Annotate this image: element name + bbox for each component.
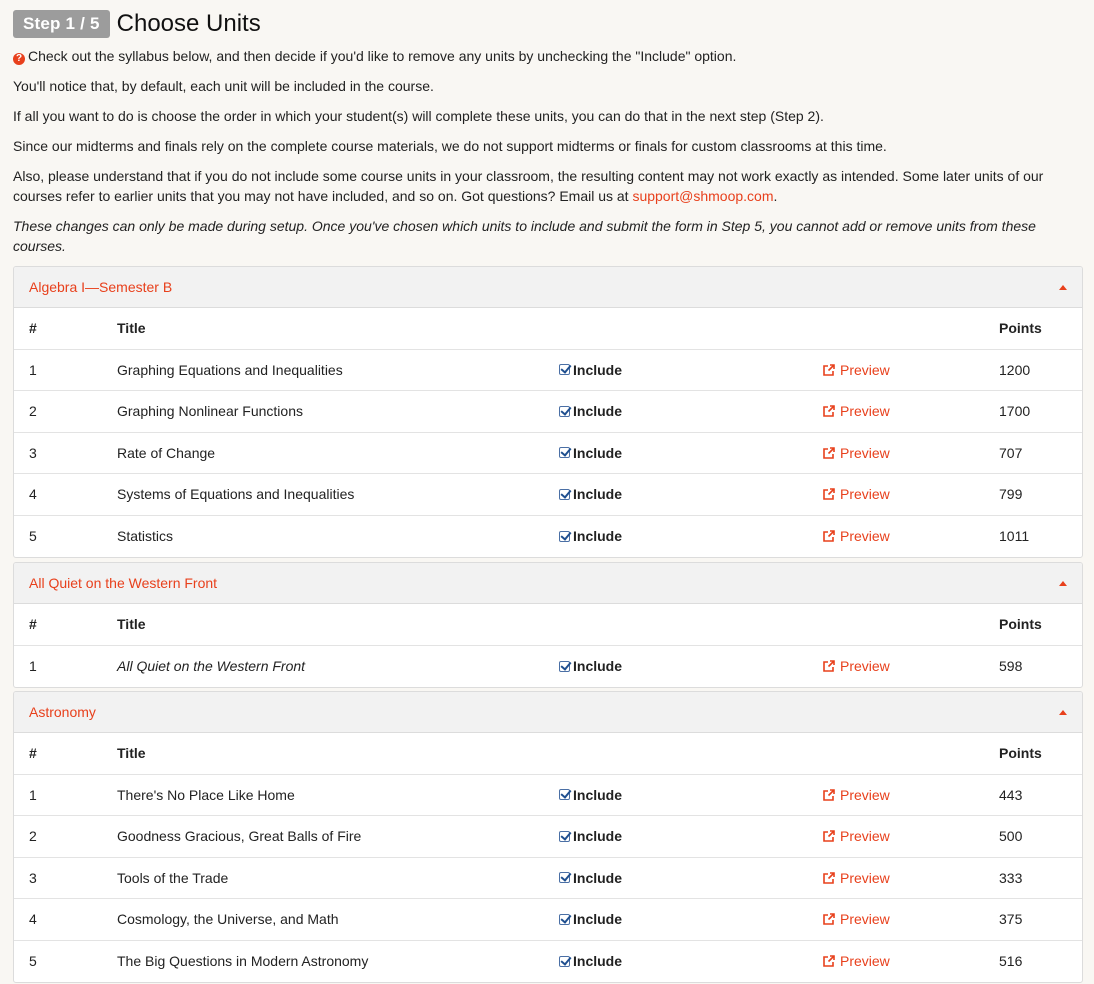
checkbox-checked-icon[interactable] <box>559 406 570 417</box>
column-header-title: Title <box>117 320 146 337</box>
checkbox-checked-icon[interactable] <box>559 789 570 800</box>
table-header-row <box>14 308 1082 350</box>
course-panel-heading[interactable] <box>14 692 1082 733</box>
unit-title: All Quiet on the Western Front <box>117 658 306 675</box>
include-label[interactable]: Include <box>573 403 623 420</box>
table-header-row <box>14 733 1082 775</box>
include-checkbox[interactable] <box>559 486 622 502</box>
setup-notice: These changes can only be made during setup. Once you've chosen which units to include and submit the form in Step 5, you cannot add or remove units from these courses. <box>13 218 1036 254</box>
column-header-points: Points <box>999 745 1042 762</box>
unit-list <box>14 646 1082 688</box>
preview-link[interactable] <box>822 486 890 502</box>
table-header-row <box>14 604 1082 646</box>
preview-label[interactable]: Preview <box>840 444 890 461</box>
intro-text-1: Check out the syllabus below, and then decide if you'd like to remove any units by unchecking the "Include" option. <box>28 48 737 64</box>
include-label[interactable]: Include <box>573 486 623 503</box>
unit-row <box>14 899 1082 941</box>
preview-label[interactable]: Preview <box>840 403 890 420</box>
include-label[interactable]: Include <box>573 444 623 461</box>
unit-row <box>14 391 1082 433</box>
intro-paragraph-3: If all you want to do is choose the order in which your student(s) will complete these units, you can do that in the next step (Step 2). <box>13 108 824 124</box>
step-badge: Step 1 / 5 <box>13 10 110 38</box>
preview-link[interactable] <box>822 403 890 419</box>
include-checkbox[interactable] <box>559 403 622 419</box>
caret-up-icon[interactable] <box>1059 581 1067 586</box>
external-link-icon[interactable] <box>822 912 836 926</box>
preview-label[interactable]: Preview <box>840 658 890 675</box>
external-link-icon[interactable] <box>822 871 836 885</box>
preview-link[interactable] <box>822 362 890 378</box>
external-link-icon[interactable] <box>822 954 836 968</box>
checkbox-checked-icon[interactable] <box>559 531 570 542</box>
caret-up-icon[interactable] <box>1059 285 1067 290</box>
course-panel-heading[interactable] <box>14 267 1082 308</box>
course-title[interactable]: Astronomy <box>29 704 96 720</box>
intro-paragraph-1 <box>13 46 736 66</box>
include-checkbox[interactable] <box>559 953 622 969</box>
include-label[interactable]: Include <box>573 869 623 886</box>
unit-points: 443 <box>999 786 1023 803</box>
unit-title: Goodness Gracious, Great Balls of Fire <box>117 828 362 845</box>
include-checkbox[interactable] <box>559 445 622 461</box>
intro-paragraph-4: Since our midterms and finals rely on the complete course materials, we do not support midterms or finals for custom classrooms at this time. <box>13 138 887 154</box>
include-label[interactable]: Include <box>573 658 623 675</box>
unit-number: 3 <box>29 444 37 461</box>
unit-title: Systems of Equations and Inequalities <box>117 486 355 503</box>
external-link-icon[interactable] <box>822 659 836 673</box>
include-label[interactable]: Include <box>573 528 623 545</box>
preview-label[interactable]: Preview <box>840 486 890 503</box>
include-label[interactable]: Include <box>573 828 623 845</box>
external-link-icon[interactable] <box>822 829 836 843</box>
external-link-icon[interactable] <box>822 363 836 377</box>
preview-link[interactable] <box>822 953 890 969</box>
unit-row <box>14 941 1082 983</box>
include-checkbox[interactable] <box>559 528 622 544</box>
checkbox-checked-icon[interactable] <box>559 914 570 925</box>
preview-label[interactable]: Preview <box>840 828 890 845</box>
page-header <box>13 0 1081 44</box>
unit-row <box>14 350 1082 392</box>
checkbox-checked-icon[interactable] <box>559 489 570 500</box>
preview-label[interactable]: Preview <box>840 869 890 886</box>
unit-points: 1700 <box>999 403 1031 420</box>
unit-number: 5 <box>29 528 37 545</box>
caret-up-icon[interactable] <box>1059 710 1067 715</box>
column-header-points: Points <box>999 616 1042 633</box>
include-label[interactable]: Include <box>573 953 623 970</box>
include-checkbox[interactable] <box>559 787 622 803</box>
preview-link[interactable] <box>822 911 890 927</box>
support-email-link[interactable]: support@shmoop.com <box>632 188 774 204</box>
course-panel-all-quiet <box>13 562 1083 688</box>
unit-number: 1 <box>29 658 37 675</box>
course-panel-astronomy <box>13 691 1083 983</box>
intro-text-5-end: . <box>773 188 778 204</box>
external-link-icon[interactable] <box>822 404 836 418</box>
column-header-title: Title <box>117 616 146 633</box>
include-checkbox[interactable] <box>559 911 622 927</box>
external-link-icon[interactable] <box>822 788 836 802</box>
preview-label[interactable]: Preview <box>840 528 890 545</box>
preview-label[interactable]: Preview <box>840 361 890 378</box>
external-link-icon[interactable] <box>822 446 836 460</box>
question-circle-icon: ? <box>13 53 25 65</box>
unit-title: There's No Place Like Home <box>117 786 295 803</box>
intro-paragraph-2: You'll notice that, by default, each unit will be included in the course. <box>13 78 434 94</box>
unit-points: 375 <box>999 911 1023 928</box>
preview-label[interactable]: Preview <box>840 953 890 970</box>
column-header-points: Points <box>999 320 1042 337</box>
preview-link[interactable] <box>822 870 890 886</box>
unit-row <box>14 775 1082 817</box>
preview-link[interactable] <box>822 445 890 461</box>
unit-number: 3 <box>29 869 37 886</box>
include-label[interactable]: Include <box>573 911 623 928</box>
unit-row <box>14 858 1082 900</box>
unit-points: 1011 <box>999 528 1030 545</box>
unit-list <box>14 350 1082 558</box>
course-title[interactable]: All Quiet on the Western Front <box>29 575 218 591</box>
unit-title: Rate of Change <box>117 444 216 461</box>
unit-title: Graphing Equations and Inequalities <box>117 361 343 378</box>
unit-row <box>14 816 1082 858</box>
column-header-title: Title <box>117 745 146 762</box>
unit-points: 500 <box>999 828 1023 845</box>
include-label[interactable]: Include <box>573 361 623 378</box>
unit-number: 5 <box>29 953 37 970</box>
unit-points: 333 <box>999 869 1023 886</box>
preview-link[interactable] <box>822 828 890 844</box>
unit-title: Statistics <box>117 528 174 545</box>
intro-paragraph-5 <box>13 166 1073 206</box>
unit-points: 707 <box>999 444 1023 461</box>
unit-number: 1 <box>29 361 37 378</box>
checkbox-checked-icon[interactable] <box>559 831 570 842</box>
preview-link[interactable] <box>822 528 890 544</box>
column-header-num: # <box>29 616 37 633</box>
external-link-icon[interactable] <box>822 529 836 543</box>
unit-title: Tools of the Trade <box>117 869 229 886</box>
unit-points: 799 <box>999 486 1023 503</box>
unit-points: 1200 <box>999 361 1031 378</box>
checkbox-checked-icon[interactable] <box>559 364 570 375</box>
course-title[interactable]: Algebra I—Semester B <box>29 279 173 295</box>
checkbox-checked-icon[interactable] <box>559 872 570 883</box>
include-checkbox[interactable] <box>559 362 622 378</box>
unit-number: 2 <box>29 828 37 845</box>
preview-label[interactable]: Preview <box>840 786 890 803</box>
unit-title: Cosmology, the Universe, and Math <box>117 911 339 928</box>
course-panel-algebra <box>13 266 1083 558</box>
include-checkbox[interactable] <box>559 828 622 844</box>
checkbox-checked-icon[interactable] <box>559 447 570 458</box>
checkbox-checked-icon[interactable] <box>559 956 570 967</box>
unit-row <box>14 474 1082 516</box>
unit-list <box>14 775 1082 983</box>
course-panel-heading[interactable] <box>14 563 1082 604</box>
external-link-icon[interactable] <box>822 487 836 501</box>
unit-row <box>14 516 1082 558</box>
column-header-num: # <box>29 320 37 337</box>
unit-number: 4 <box>29 911 37 928</box>
include-checkbox[interactable] <box>559 870 622 886</box>
unit-row <box>14 646 1082 688</box>
unit-number: 1 <box>29 786 37 803</box>
preview-link[interactable] <box>822 658 890 674</box>
include-label[interactable]: Include <box>573 786 623 803</box>
intro-text-5: Also, please understand that if you do not include some course units in your classroom, the resulting content may not work exactly as intended. Some later units of our courses refer to earlier units that you may not have included, and so on. Got questions? Email us at <box>13 168 1044 204</box>
include-checkbox[interactable] <box>559 658 622 674</box>
unit-number: 4 <box>29 486 37 503</box>
unit-title: The Big Questions in Modern Astronomy <box>117 953 369 970</box>
column-header-num: # <box>29 745 37 762</box>
checkbox-checked-icon[interactable] <box>559 661 570 672</box>
unit-number: 2 <box>29 403 37 420</box>
unit-title: Graphing Nonlinear Functions <box>117 403 303 420</box>
unit-points: 516 <box>999 953 1023 970</box>
page-title: Choose Units <box>116 10 261 37</box>
preview-link[interactable] <box>822 787 890 803</box>
preview-label[interactable]: Preview <box>840 911 890 928</box>
unit-points: 598 <box>999 658 1023 675</box>
unit-row <box>14 433 1082 475</box>
